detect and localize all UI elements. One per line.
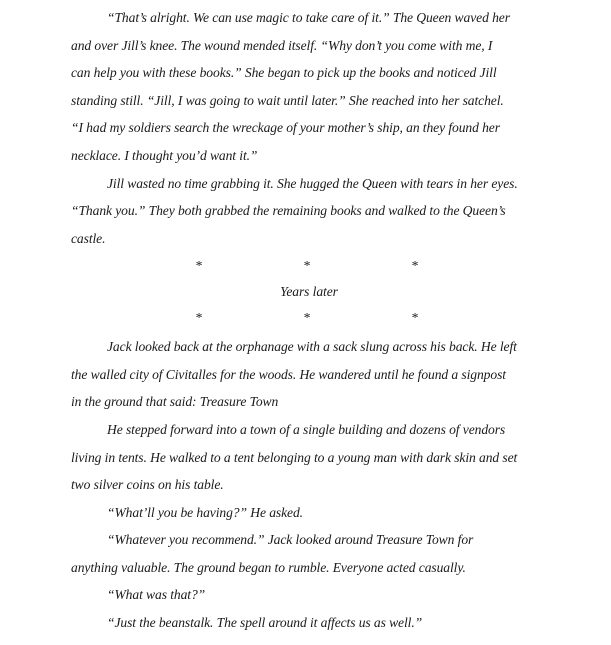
paragraph-line: two silver coins on his table. xyxy=(71,477,224,493)
scene-break-star: * xyxy=(303,309,310,325)
paragraph-line: anything valuable. The ground began to rumble. Everyone acted casually. xyxy=(71,559,466,575)
document-page xyxy=(71,8,547,641)
scene-break-star: * xyxy=(195,258,202,274)
paragraph-line: “Just the beanstalk. The spell around it affects us as well.” xyxy=(107,615,423,631)
paragraph-line: Jack looked back at the orphanage with a sack slung across his back. He left xyxy=(107,339,517,355)
scene-break-top xyxy=(71,256,547,282)
paragraph-line: Jill wasted no time grabbing it. She hugged the Queen with tears in her eyes. xyxy=(107,175,518,191)
paragraph-line: “That’s alright. We can use magic to take care of it.” The Queen waved her xyxy=(107,10,510,25)
paragraph-line: can help you with these books.” She began to pick up the books and noticed Jill xyxy=(71,65,497,81)
paragraph-line: “Thank you.” They both grabbed the remaining books and walked to the Queen’s xyxy=(71,203,506,219)
scene-break-star: * xyxy=(195,309,202,325)
paragraph-line: “What was that?” xyxy=(107,587,206,603)
paragraph-line: “What’ll you be having?” He asked. xyxy=(107,504,303,520)
paragraph-line: “I had my soldiers search the wreckage of your mother’s ship, an they found her xyxy=(71,120,500,136)
paragraph-line: and over Jill’s knee. The wound mended itself. “Why don’t you come with me, I xyxy=(71,37,493,53)
paragraph-line: “Whatever you recommend.” Jack looked around Treasure Town for xyxy=(107,532,474,548)
scene-break-star: * xyxy=(411,309,418,325)
paragraph-line: living in tents. He walked to a tent belonging to a young man with dark skin and set xyxy=(71,449,518,465)
paragraph-line: castle. xyxy=(71,230,106,246)
paragraph-line: standing still. “Jill, I was going to wait until later.” She reached into her satchel. xyxy=(71,92,504,108)
scene-break-star: * xyxy=(303,258,310,274)
paragraph-line: necklace. I thought you’d want it.” xyxy=(71,147,258,163)
paragraph-line: He stepped forward into a town of a single building and dozens of vendors xyxy=(107,421,506,437)
scene-break-bottom xyxy=(71,308,547,338)
paragraph-line: the walled city of Civitalles for the woods. He wandered until he found a signpost xyxy=(71,366,506,382)
scene-heading: Years later xyxy=(280,283,338,299)
paragraph-line: in the ground that said: Treasure Town xyxy=(71,394,279,410)
scene-break-star: * xyxy=(411,258,418,274)
